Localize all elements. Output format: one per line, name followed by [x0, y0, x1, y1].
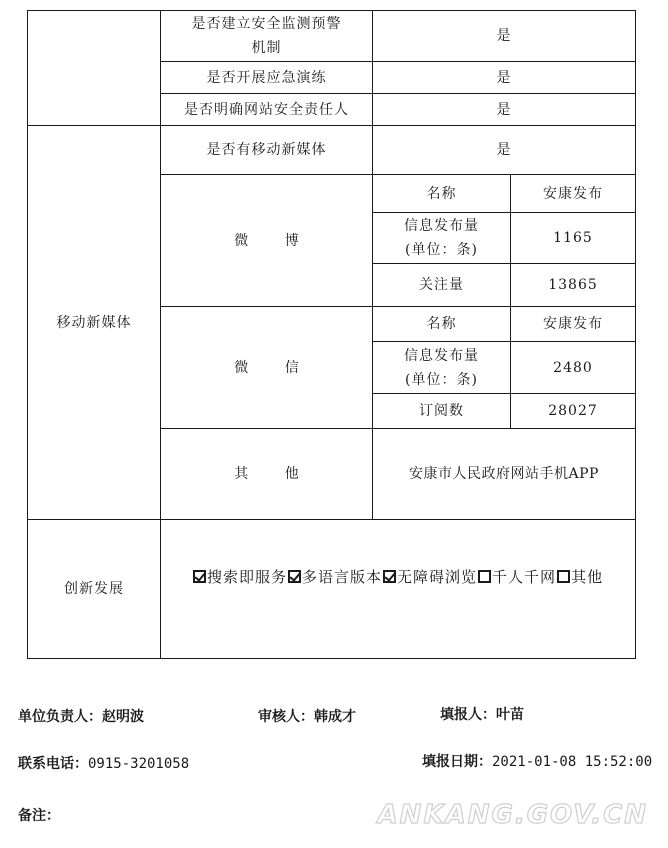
unit-head-value: 赵明波	[102, 709, 144, 725]
value-monitoring-warning: 是	[496, 28, 512, 44]
table-border-right	[635, 10, 636, 659]
reviewer-label: 审核人：	[258, 709, 314, 725]
weixin-posts-label	[373, 342, 510, 393]
checkbox-search-service[interactable]	[193, 570, 206, 583]
fill-date	[422, 751, 652, 771]
table-border-bottom	[27, 658, 636, 659]
label-emergency-drill: 是否开展应急演练	[206, 69, 327, 86]
weibo-posts-label	[373, 213, 510, 263]
phone-label: 联系电话：	[18, 756, 88, 772]
weibo-name-label: 名称	[426, 185, 457, 202]
label-line: 信息发布量	[404, 347, 479, 364]
option-label: 千人千网	[492, 568, 557, 586]
phone-value: 0915-3201058	[88, 756, 190, 772]
date-label: 填报日期：	[422, 754, 492, 770]
unit-head-label: 单位负责人：	[18, 709, 102, 725]
date-value: 2021-01-08 15:52:00	[492, 754, 653, 770]
weibo-posts-value: 1165	[553, 230, 593, 246]
section-label-mobile-media: 移动新媒体	[56, 314, 132, 331]
checkbox-personalized[interactable]	[478, 570, 491, 583]
reviewer-value: 韩成才	[314, 709, 356, 725]
filler-value: 叶苗	[496, 707, 524, 723]
checkbox-other[interactable]	[557, 570, 570, 583]
weixin-posts-value: 2480	[553, 359, 593, 376]
checkbox-accessibility[interactable]	[383, 570, 396, 583]
label-line: 信息发布量	[404, 218, 479, 234]
contact-phone	[18, 753, 189, 773]
filler-label: 填报人：	[440, 707, 496, 723]
label-line: 机制	[251, 40, 282, 56]
weibo-followers-label: 关注量	[419, 277, 464, 293]
weibo-name-value: 安康发布	[543, 185, 603, 202]
label-weixin: 微 信	[234, 359, 315, 376]
value-has-mobile-media: 是	[496, 142, 512, 158]
label-line: 是否建立安全监测预警	[191, 16, 342, 32]
innovation-options	[192, 566, 603, 587]
label-has-mobile-media: 是否有移动新媒体	[206, 142, 327, 158]
site-watermark: ANKANG.GOV.CN	[377, 800, 648, 830]
weixin-name-label: 名称	[426, 316, 457, 332]
option-label: 其他	[571, 568, 604, 586]
weixin-subscribers-value: 28027	[548, 403, 598, 419]
weixin-subscribers-label: 订阅数	[419, 403, 464, 419]
label-security-owner: 是否明确网站安全责任人	[184, 101, 349, 118]
remark	[18, 805, 60, 825]
label-other: 其 他	[234, 466, 315, 482]
label-line: (单位：条)	[405, 371, 478, 388]
value-emergency-drill: 是	[496, 69, 512, 86]
weixin-name-value: 安康发布	[543, 316, 603, 332]
label-line: (单位：条)	[405, 242, 478, 258]
unit-head	[18, 706, 144, 726]
checkbox-multilingual[interactable]	[288, 570, 301, 583]
weibo-followers-value: 13865	[548, 277, 598, 293]
label-weibo: 微 博	[234, 232, 315, 249]
option-label: 无障碍浏览	[397, 568, 478, 586]
remark-label: 备注：	[18, 808, 60, 824]
value-other: 安康市人民政府网站手机APP	[409, 466, 599, 482]
label-innovation: 创新发展	[64, 581, 124, 597]
value-security-owner: 是	[496, 101, 512, 118]
reviewer	[258, 706, 356, 726]
label-monitoring-warning	[161, 11, 372, 61]
option-label: 多语言版本	[302, 568, 383, 586]
filler	[440, 704, 524, 724]
option-label: 搜索即服务	[207, 568, 288, 586]
